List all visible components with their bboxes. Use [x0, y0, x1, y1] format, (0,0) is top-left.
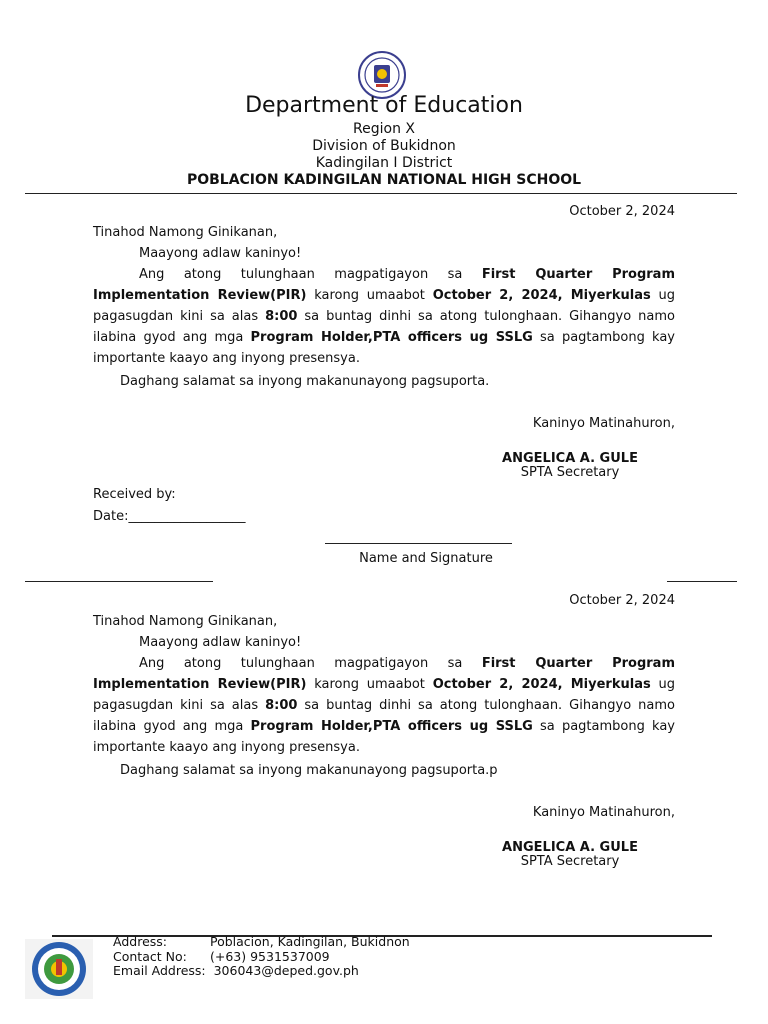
greeting: Maayong adlaw kaninyo!: [139, 635, 302, 650]
signer-title: SPTA Secretary: [520, 854, 620, 869]
school-logo-icon: [25, 939, 93, 999]
greeting: Maayong adlaw kaninyo!: [139, 246, 302, 261]
date-field: Date:__________________: [93, 509, 246, 524]
cut-line-left: [25, 581, 213, 582]
salutation: Tinahod Namong Ginikanan,: [93, 614, 278, 629]
region-line: Region X: [353, 121, 415, 137]
school-name: POBLACION KADINGILAN NATIONAL HIGH SCHOOL: [186, 172, 582, 188]
footer-contact: [113, 935, 410, 979]
received-by-label: Received by:: [93, 487, 176, 502]
closing: Kaninyo Matinahuron,: [532, 805, 675, 820]
signer-title: SPTA Secretary: [520, 465, 620, 480]
salutation: Tinahod Namong Ginikanan,: [93, 225, 278, 240]
signer-name: ANGELICA A. GULE: [502, 840, 638, 855]
email-row: Email Address: 306043@deped.gov.ph: [113, 963, 359, 978]
cut-line-right: [667, 581, 737, 582]
signature-block: [470, 452, 670, 480]
division-line: Division of Bukidnon: [312, 138, 456, 154]
letter-date: October 2, 2024: [569, 204, 675, 219]
name-signature-label: Name and Signature: [359, 551, 493, 566]
closing: Kaninyo Matinahuron,: [532, 416, 675, 431]
letter-body: Ang atong tulunghaan magpatigayon sa First Quarter Program Implementation Review(PIR) karong umaabot October 2, 2024, Miyerkulas ug pagasugdan kini sa alas 8:00 sa buntag dinhi sa atong tulonghaan. Gihangyo namo ilabina gyod ang mga Program Holder,PTA officers ug SSLG sa pagtambong kay importante kaayo ang inyong presensya.: [93, 656, 676, 755]
signature-block: [470, 841, 670, 869]
header-divider: [25, 193, 737, 194]
signature-line: [325, 543, 512, 544]
letter-date: October 2, 2024: [569, 593, 675, 608]
agency-title: Department of Education: [245, 93, 523, 118]
letter-body: Ang atong tulunghaan magpatigayon sa First Quarter Program Implementation Review(PIR) karong umaabot October 2, 2024, Miyerkulas ug pagasugdan kini sa alas 8:00 sa buntag dinhi sa atong tulonghaan. Gihangyo namo ilabina gyod ang mga Program Holder,PTA officers ug SSLG sa pagtambong kay importante kaayo ang inyong presensya.: [93, 267, 676, 366]
district-line: Kadingilan I District: [315, 155, 453, 171]
thanks-line: Daghang salamat sa inyong makanunayong pagsuporta.p: [120, 763, 498, 778]
address-row: Address: Poblacion, Kadingilan, Bukidnon: [113, 934, 410, 949]
signer-name: ANGELICA A. GULE: [502, 451, 638, 466]
contact-row: Contact No: (+63) 9531537009: [113, 948, 330, 964]
thanks-line: Daghang salamat sa inyong makanunayong pagsuporta.: [120, 374, 490, 389]
